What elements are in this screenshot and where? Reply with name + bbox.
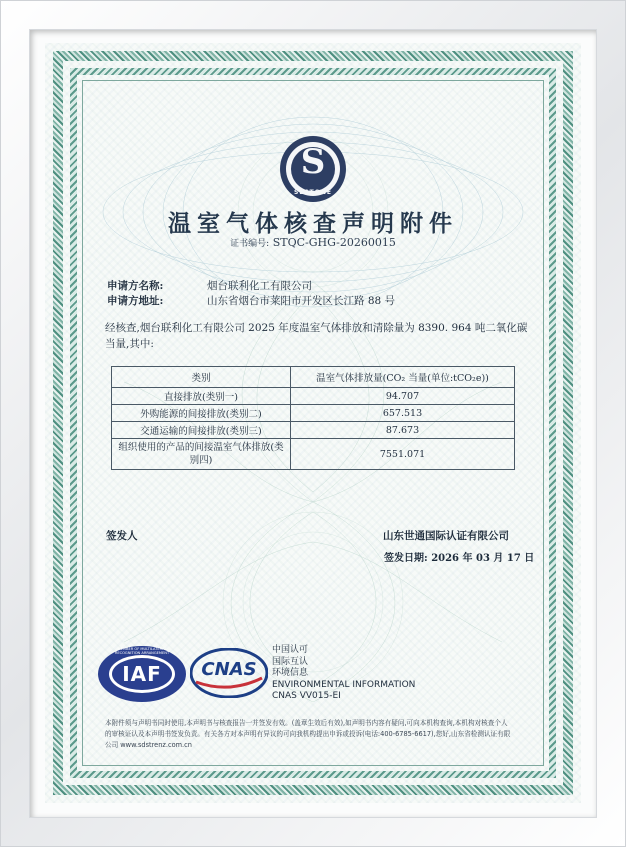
sign-date-value: 2026 年 03 月 17 日 [431, 553, 535, 564]
row-category: 交通运输的间接排放(类别三) [112, 422, 291, 439]
sign-date [384, 549, 534, 564]
row-value: 7551.071 [291, 439, 515, 470]
cnas-label: CNAS [201, 659, 257, 680]
table-row [112, 405, 515, 422]
iaf-label: IAF [122, 662, 162, 686]
emblem-letter: S [300, 142, 326, 182]
signer-label: 签发人 [106, 530, 138, 542]
row-category: 外购能源的间接排放(类别二) [112, 405, 291, 422]
verification-statement: 经核查,烟台联利化工有限公司 2025 年度温室气体排放和清除量为 8390. 964 吨二氧化碳当量,其中: [105, 322, 528, 350]
table-row [112, 422, 515, 439]
applicant-name: 烟台联利化工有限公司 [207, 280, 312, 292]
applicant-name-row [107, 278, 312, 293]
footer-line: 本附件须与声明书同时使用,本声明书与核查报告一并签发有效。(盖章生效后有效),如声明书内容有疑问,可向本机构查询,本机构对核查个人 [105, 719, 508, 727]
accreditation-line-cn3: 环境信息 [272, 668, 309, 678]
applicant-name-label: 申请方名称: [107, 280, 164, 292]
emblem-ring-text: SEATONE [294, 189, 332, 196]
applicant-address: 山东省烟台市莱阳市开发区长江路 88 号 [207, 295, 396, 307]
row-value: 657.513 [291, 405, 515, 422]
row-category: 组织使用的产品的间接温室气体排放(类别四) [112, 439, 291, 470]
emissions-table [111, 366, 515, 470]
table-row [112, 388, 515, 405]
issuer-name: 山东世通国际认证有限公司 [383, 530, 509, 542]
certificate-title: 温室气体核查声明附件 [168, 210, 458, 237]
iaf-ring-text: MEMBER OF MULTILATERAL RECOGNITION ARRANGEMENT [114, 647, 170, 655]
row-category: 直接排放(类别一) [112, 388, 291, 405]
row-value: 94.707 [291, 388, 515, 405]
accreditation-text [272, 645, 415, 703]
table-header-row [112, 367, 515, 388]
sign-date-label: 签发日期: [384, 553, 428, 564]
certificate-number [0, 236, 626, 249]
applicant-address-row [107, 293, 396, 308]
accreditation-line-en: ENVIRONMENTAL INFORMATION [272, 679, 416, 690]
cert-no-label: 证书编号: [230, 239, 270, 249]
header-value: 温室气体排放量(CO₂ 当量(单位:tCO₂e)) [291, 367, 515, 388]
header-category: 类别 [112, 367, 291, 388]
accreditation-line-cn2: 国际互认 [272, 656, 309, 667]
applicant-address-label: 申请方地址: [107, 295, 164, 307]
table-row [112, 439, 515, 470]
accreditation-line-code: CNAS VV015-EI [272, 691, 341, 701]
row-value: 87.673 [291, 422, 515, 439]
footer-line: 公司 www.sdstrenz.com.cn [105, 741, 192, 749]
footer-notice [105, 718, 523, 751]
accreditation-line-cn1: 中国认可 [272, 645, 309, 655]
footer-line: 的审核证认及本声明书签发负责。有关各方对本声明有异议的可向我机构提出申诉或投诉(电话:400-6785-6617),您好,山东省检测认证有限 [105, 730, 511, 738]
cert-no-value: STQC-GHG-20260015 [272, 236, 396, 249]
